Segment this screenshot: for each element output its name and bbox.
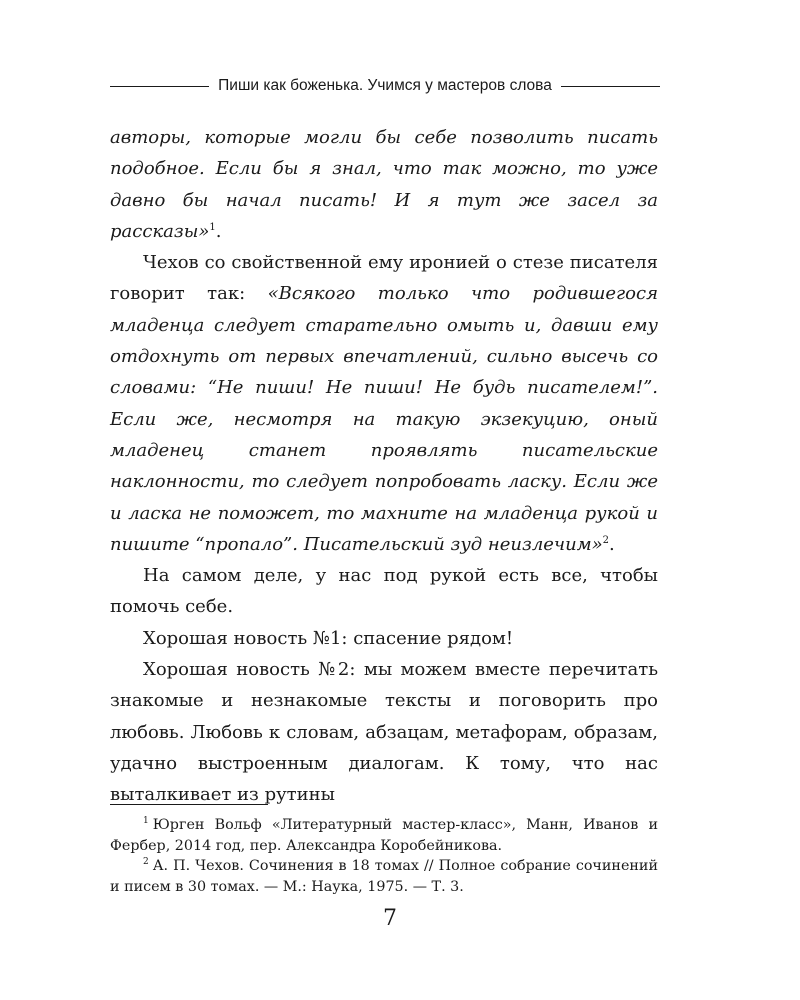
page-number: 7 <box>383 906 397 931</box>
paragraph-2-end: . <box>609 533 615 555</box>
paragraph-1-end: . <box>215 220 222 242</box>
paragraph-5: Хорошая новость №2: мы можем вместе перечитать знакомые и незнакомые тексты и поговорить про любовь. Любовь к словам, абзацам, метафорам, образам, удачно выстроенным диалогам. К тому, что нас выталкивает из рутины <box>110 659 658 806</box>
footnote-ref-1: 1 <box>209 221 216 233</box>
footnote-2-number: 2 <box>143 857 149 868</box>
paragraph-1-quote: авторы, которые могли бы себе позволить писать подобное. Если бы я знал, что так можно, то уже давно бы начал писать! И я тут же засел за рассказы» <box>110 127 658 242</box>
running-head <box>110 66 660 106</box>
running-head-right-rule <box>561 86 660 87</box>
paragraph-1 <box>110 122 658 247</box>
paragraph-2-intro: Чехов со свойственной ему иронией о стезе писателя говорит так: <box>110 252 658 305</box>
body-text <box>110 122 658 811</box>
running-head-title: Пиши как боженька. Учимся у мастеров слова <box>218 77 552 94</box>
footnote-separator <box>110 804 268 805</box>
paragraph-2-quote: «Всякого только что родившегося младенца следует старательно омыть и, давши ему отдохнуть от первых впечатлений, сильно высечь со словами: “Не пиши! Не пиши! Не будь писателем!”. Если же, несмотря на такую экзекуцию, оный младенец станет проявлять писательские наклонности, то следует попробовать ласку. Если же и ласка не поможет, то махните на младенца рукой и пишите “пропало”. Писательский зуд неизлечим» <box>110 283 658 555</box>
footnote-1 <box>110 815 658 856</box>
footnote-1-text: Юрген Вольф «Литературный мастер-класс», Манн, Иванов и Фербер, 2014 год, пер. Александра Коробейникова. <box>110 817 658 854</box>
paragraph-3: На самом деле, у нас под рукой есть все, чтобы помочь себе. <box>110 565 658 618</box>
paragraph-4: Хорошая новость №1: спасение рядом! <box>143 627 514 649</box>
footnote-ref-2: 2 <box>602 534 610 546</box>
footnotes <box>110 815 658 897</box>
footnote-2 <box>110 856 658 897</box>
footnote-1-number: 1 <box>143 816 149 827</box>
running-head-left-rule <box>110 86 209 87</box>
footnote-2-text: А. П. Чехов. Сочинения в 18 томах // Полное собрание сочинений и писем в 30 томах. — М.: Наука, 1975. — Т. 3. <box>110 858 658 895</box>
paragraph-2 <box>110 247 658 560</box>
